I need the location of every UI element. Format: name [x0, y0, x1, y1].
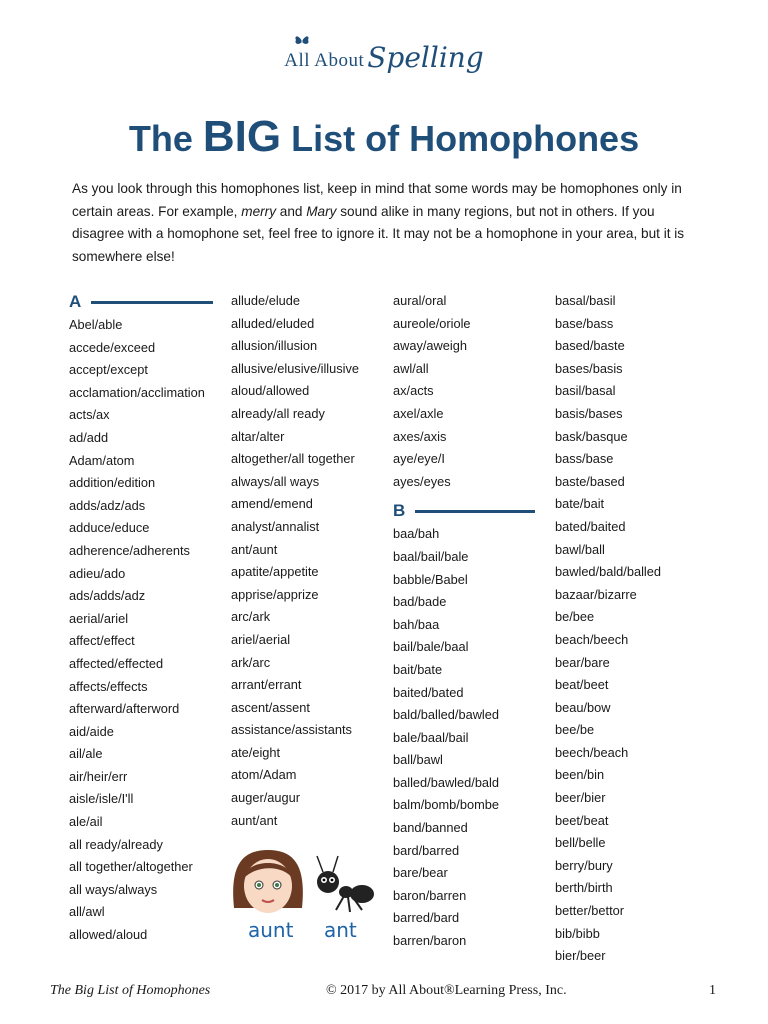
- homophone-entry: ascent/assent: [231, 699, 310, 715]
- homophone-entry: barred/bard: [393, 910, 460, 926]
- homophone-entry: atom/Adam: [231, 767, 297, 783]
- homophone-entry: babble/Babel: [393, 571, 468, 587]
- homophone-entry: bale/baal/bail: [393, 729, 469, 745]
- footer-copyright: © 2017 by All About®Learning Press, Inc.: [326, 983, 567, 998]
- homophone-entry: bazaar/bizarre: [555, 586, 637, 602]
- homophone-entry: bah/baa: [393, 616, 440, 632]
- homophone-entry: bier/beer: [555, 948, 606, 964]
- homophone-entry: bass/base: [555, 451, 614, 467]
- section-header: [69, 290, 213, 314]
- homophone-entry: balled/bawled/bald: [393, 774, 500, 790]
- column-4: [555, 290, 715, 968]
- homophone-entry: Adam/atom: [69, 452, 135, 468]
- homophone-entry: allusive/elusive/illusive: [231, 360, 360, 376]
- homophone-entry: away/aweigh: [393, 338, 467, 354]
- homophone-entry: apatite/appetite: [231, 564, 319, 580]
- title-big: BIG: [202, 112, 282, 161]
- section-header: [393, 499, 535, 523]
- homophone-entry: affects/effects: [69, 678, 148, 694]
- homophone-entry: balm/bomb/bombe: [393, 797, 499, 813]
- homophone-entry: bee/be: [555, 722, 595, 738]
- homophone-entry: bell/belle: [555, 835, 606, 851]
- homophone-entry: all/awl: [69, 904, 105, 920]
- homophone-entry: acclamation/acclimation: [69, 384, 205, 400]
- homophone-entry: apprise/apprize: [231, 586, 319, 602]
- column-3: [393, 290, 535, 953]
- homophone-entry: affect/effect: [69, 633, 135, 649]
- homophone-entry: beet/beat: [555, 812, 609, 828]
- homophone-entry: base/bass: [555, 315, 614, 331]
- section-rule: [91, 301, 213, 304]
- homophone-entry: ad/add: [69, 429, 109, 445]
- homophone-entry: barren/baron: [393, 933, 467, 949]
- homophone-entry: beat/beet: [555, 677, 609, 693]
- homophone-entry: arc/ark: [231, 609, 271, 625]
- homophone-entry: ax/acts: [393, 383, 434, 399]
- homophone-entry: awl/all: [393, 360, 429, 376]
- homophone-entry: bawled/bald/balled: [555, 564, 662, 580]
- section-rule: [415, 510, 535, 513]
- logo-prefix: All About: [284, 50, 365, 71]
- title-before: The: [128, 118, 203, 159]
- homophone-entry: bated/baited: [555, 518, 626, 534]
- homophone-entry: always/all ways: [231, 473, 320, 489]
- homophone-entry: ariel/aerial: [231, 631, 291, 647]
- homophone-entry: bard/barred: [393, 842, 460, 858]
- footer-title: The Big List of Homophones: [50, 983, 211, 998]
- homophone-entry: aloud/allowed: [231, 383, 310, 399]
- intro-paragraph: [72, 178, 702, 268]
- homophone-entry: aerial/ariel: [69, 610, 129, 626]
- homophone-entry: auger/augur: [231, 790, 301, 806]
- homophone-entry: baste/based: [555, 473, 625, 489]
- homophone-entry: afterward/afterword: [69, 701, 180, 717]
- homophone-entry: aye/eye/I: [393, 451, 445, 467]
- homophone-entry: ant/aunt: [231, 541, 278, 557]
- homophone-entry: aureole/oriole: [393, 315, 471, 331]
- intro-text-1: As you look through this homophones list, keep in mind that some words may be homophones only in certain areas. For example,: [72, 181, 682, 219]
- section-letter: A: [69, 292, 82, 311]
- homophone-entry: bask/basque: [555, 428, 628, 444]
- homophone-entry: basal/basil: [555, 293, 616, 308]
- homophone-entry: based/baste: [555, 338, 625, 354]
- ant-label: ant: [324, 918, 357, 942]
- homophone-entry: axel/axle: [393, 405, 444, 421]
- homophone-entry: already/all ready: [231, 405, 325, 421]
- homophone-entry: bare/bear: [393, 865, 448, 881]
- homophone-entry: Abel/able: [69, 317, 123, 332]
- homophone-entry: berry/bury: [555, 857, 613, 873]
- homophone-entry: beech/beach: [555, 744, 629, 760]
- homophone-entry: altar/alter: [231, 428, 285, 444]
- homophone-entry: baa/bah: [393, 526, 440, 542]
- homophone-entry: baron/barren: [393, 887, 467, 903]
- homophone-entry: adduce/educe: [69, 520, 150, 536]
- homophone-entry: be/bee: [555, 609, 595, 625]
- homophone-entry: all ready/already: [69, 836, 163, 852]
- page-number: 1: [709, 983, 716, 998]
- homophone-entry: all ways/always: [69, 881, 158, 897]
- homophone-entry: acts/ax: [69, 407, 110, 423]
- homophone-entry: been/bin: [555, 767, 605, 783]
- column-2: [231, 290, 391, 832]
- homophone-entry: bald/balled/bawled: [393, 707, 500, 723]
- homophone-entry: bait/bate: [393, 661, 443, 677]
- homophone-entry: berth/birth: [555, 880, 613, 896]
- homophone-entry: allude/elude: [231, 293, 301, 308]
- intro-emphasis-2: Mary: [306, 203, 337, 219]
- homophone-entry: beau/bow: [555, 699, 611, 715]
- homophone-entry: adieu/ado: [69, 565, 126, 581]
- homophone-entry: alluded/eluded: [231, 315, 315, 331]
- homophone-entry: accept/except: [69, 362, 148, 378]
- homophone-entry: ark/arc: [231, 654, 271, 670]
- homophone-entry: band/banned: [393, 820, 468, 836]
- homophone-entry: ads/adds/adz: [69, 588, 146, 604]
- homophone-entry: bib/bibb: [555, 925, 600, 941]
- homophone-entry: altogether/all together: [231, 451, 355, 467]
- logo: [0, 41, 768, 74]
- homophone-entry: accede/exceed: [69, 339, 156, 355]
- homophone-entry: analyst/annalist: [231, 518, 320, 534]
- homophone-entry: assistance/assistants: [231, 722, 352, 738]
- homophone-entry: air/heir/err: [69, 768, 128, 784]
- homophone-entry: bases/basis: [555, 360, 623, 376]
- homophone-entry: ale/ail: [69, 814, 103, 830]
- homophone-entry: ate/eight: [231, 744, 281, 760]
- homophone-entry: bate/bait: [555, 496, 605, 512]
- aunt-and-ant-icon: [228, 848, 388, 918]
- homophone-entry: better/bettor: [555, 903, 625, 919]
- homophone-entry: allusion/illusion: [231, 338, 318, 354]
- homophone-entry: ayes/eyes: [393, 473, 451, 489]
- intro-emphasis-1: merry: [241, 203, 276, 219]
- homophone-entry: aunt/ant: [231, 812, 278, 828]
- homophone-entry: aisle/isle/I'll: [69, 791, 134, 807]
- homophone-entry: beer/bier: [555, 790, 606, 806]
- section-letter: B: [393, 501, 406, 521]
- homophone-entry: axes/axis: [393, 428, 447, 444]
- homophone-entry: bawl/ball: [555, 541, 605, 557]
- page-title: [0, 112, 768, 162]
- homophone-entry: adds/adz/ads: [69, 497, 146, 513]
- homophone-entry: bail/bale/baal: [393, 639, 469, 655]
- homophone-entry: all together/altogether: [69, 859, 193, 875]
- homophone-entry: adherence/adherents: [69, 542, 190, 558]
- homophone-entry: baited/bated: [393, 684, 464, 700]
- illustration: [228, 848, 388, 944]
- homophone-entry: baal/bail/bale: [393, 548, 469, 564]
- aunt-label: aunt: [248, 918, 294, 942]
- homophone-entry: arrant/errant: [231, 677, 302, 693]
- homophone-entry: bad/bade: [393, 594, 447, 610]
- homophone-entry: basil/basal: [555, 383, 616, 399]
- homophone-entry: aural/oral: [393, 293, 447, 308]
- homophone-entry: allowed/aloud: [69, 927, 148, 943]
- intro-text-2: and: [276, 203, 307, 219]
- homophone-entry: ail/ale: [69, 746, 103, 762]
- homophone-entry: amend/emend: [231, 496, 313, 512]
- logo-script: Spelling: [367, 41, 484, 74]
- homophone-entry: bear/bare: [555, 654, 610, 670]
- title-after: List of Homophones: [281, 118, 640, 159]
- butterfly-icon: [294, 34, 310, 48]
- homophone-entry: beach/beech: [555, 631, 629, 647]
- homophone-entry: aid/aide: [69, 723, 114, 739]
- column-1: [69, 290, 213, 947]
- homophone-entry: addition/edition: [69, 475, 156, 491]
- homophone-entry: ball/bawl: [393, 752, 443, 768]
- homophone-entry: basis/bases: [555, 405, 623, 421]
- homophone-entry: affected/effected: [69, 655, 164, 671]
- intro-text-3: sound alike in many regions, but not in others. If you disagree with a homophone set, feel free to ignore it. It may not be a homophone in your area, but it is somewhere else!: [72, 203, 685, 264]
